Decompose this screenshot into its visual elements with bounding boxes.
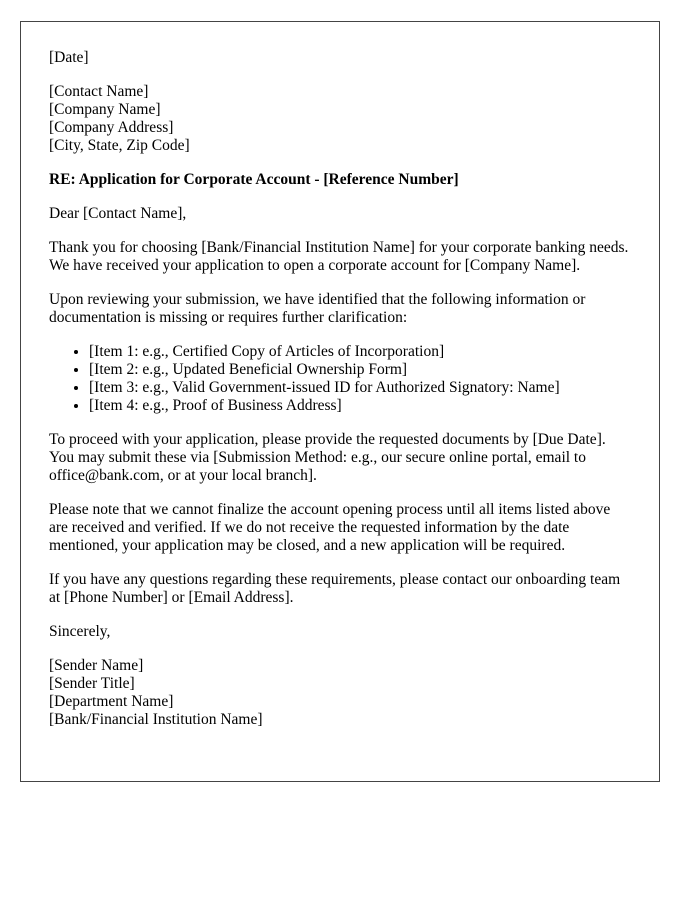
recipient-company-address: [Company Address] (49, 119, 174, 136)
closing: Sincerely, (49, 623, 111, 640)
department-name: [Department Name] (49, 693, 174, 710)
subject-line: RE: Application for Corporate Account - [Reference Number] (49, 171, 459, 188)
paragraph-intro: Thank you for choosing [Bank/Financial Institution Name] for your corporate banking needs. We have received your application to open a corporate account for [Company Name]. (49, 239, 629, 274)
letter-date: [Date] (49, 49, 89, 66)
sender-title: [Sender Title] (49, 675, 135, 692)
recipient-company-name: [Company Name] (49, 101, 161, 118)
recipient-contact-name: [Contact Name] (49, 83, 149, 100)
salutation: Dear [Contact Name], (49, 205, 187, 222)
signature-block (49, 657, 631, 729)
list-item: • [Item 2: e.g., Updated Beneficial Ownership Form] (89, 361, 631, 379)
list-item: • [Item 1: e.g., Certified Copy of Articles of Incorporation] (89, 343, 631, 361)
institution-name: [Bank/Financial Institution Name] (49, 711, 263, 728)
list-item: • [Item 4: e.g., Proof of Business Address] (89, 397, 631, 415)
list-item: • [Item 3: e.g., Valid Government-issued ID for Authorized Signatory: Name] (89, 379, 631, 397)
missing-items-list (49, 343, 631, 415)
letter-page (20, 21, 660, 782)
sender-name: [Sender Name] (49, 657, 144, 674)
paragraph-note: Please note that we cannot finalize the account opening process until all items listed above are received and verified. If we do not receive the requested information by the date mentioned, your application may be closed, and a new application will be required. (49, 501, 611, 554)
recipient-block (49, 83, 631, 155)
paragraph-questions: If you have any questions regarding these requirements, please contact our onboarding team at [Phone Number] or [Email Address]. (49, 571, 621, 606)
recipient-city-state-zip: [City, State, Zip Code] (49, 137, 190, 154)
paragraph-proceed: To proceed with your application, please provide the requested documents by [Due Date]. You may submit these via [Submission Method: e.g., our secure online portal, email to office@bank.com, or at your local branch]. (49, 431, 606, 484)
paragraph-missing-items: Upon reviewing your submission, we have identified that the following information or documentation is missing or requires further clarification: (49, 291, 586, 326)
